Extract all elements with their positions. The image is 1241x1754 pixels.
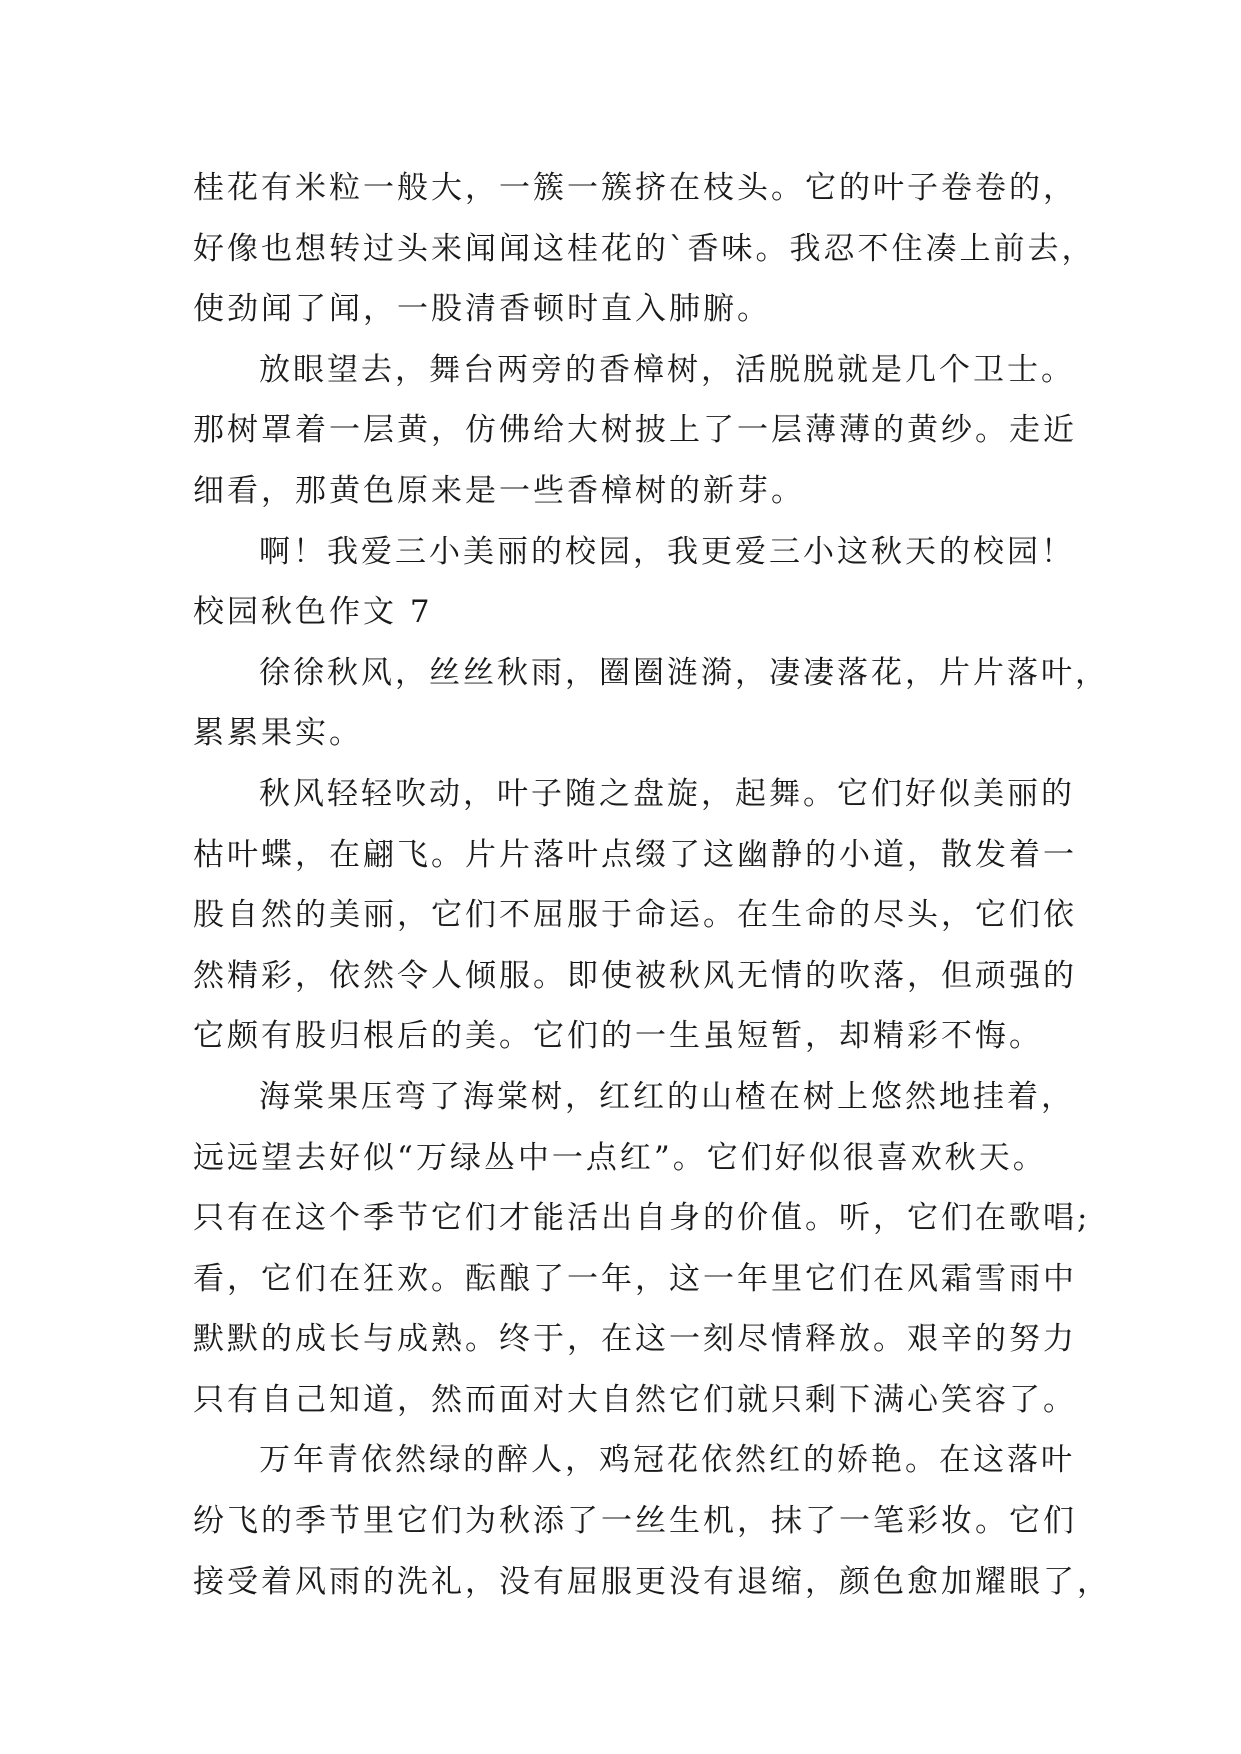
text-line: 啊！我爱三小美丽的校园，我更爱三小这秋天的校园！ xyxy=(259,533,1075,570)
text-line: 使劲闻了闻，一股清香顿时直入肺腑。 xyxy=(193,291,771,328)
text-line: 然精彩，依然令人倾服。即使被秋风无情的吹落，但顽强的 xyxy=(193,957,1077,994)
text-line: 累累果实。 xyxy=(193,715,363,752)
text-line: 徐徐秋风，丝丝秋雨，圈圈涟漪，凄凄落花，片片落叶， xyxy=(259,654,1109,691)
text-line: 看，它们在狂欢。酝酿了一年，这一年里它们在风霜雪雨中 xyxy=(193,1260,1077,1297)
text-line: 接受着风雨的洗礼，没有屈服更没有退缩，颜色愈加耀眼了， xyxy=(193,1563,1111,1600)
section-title: 校园秋色作文 7 xyxy=(193,594,433,631)
text-line: 好像也想转过头来闻闻这桂花的`香味。我忍不住凑上前去， xyxy=(193,230,1096,267)
text-line: 枯叶蝶，在翩飞。片片落叶点缀了这幽静的小道，散发着一 xyxy=(193,836,1077,873)
text-line: 只有自己知道，然而面对大自然它们就只剩下满心笑容了。 xyxy=(193,1381,1077,1418)
text-line: 股自然的美丽，它们不屈服于命运。在生命的尽头，它们依 xyxy=(193,897,1077,934)
text-line: 秋风轻轻吹动，叶子随之盘旋，起舞。它们好似美丽的 xyxy=(259,775,1075,812)
text-line: 放眼望去，舞台两旁的香樟树，活脱脱就是几个卫士。 xyxy=(259,351,1075,388)
text-line: 默默的成长与成熟。终于，在这一刻尽情释放。艰辛的努力 xyxy=(193,1321,1077,1358)
text-line: 它颇有股归根后的美。它们的一生虽短暂，却精彩不悔。 xyxy=(193,1018,1043,1055)
text-line: 海棠果压弯了海棠树，红红的山楂在树上悠然地挂着， xyxy=(259,1078,1075,1115)
text-line: 细看，那黄色原来是一些香樟树的新芽。 xyxy=(193,472,805,509)
text-line: 万年青依然绿的醉人，鸡冠花依然红的娇艳。在这落叶 xyxy=(259,1442,1075,1479)
text-line: 只有在这个季节它们才能活出自身的价值。听，它们在歌唱; xyxy=(193,1200,1091,1237)
text-line: 纷飞的季节里它们为秋添了一丝生机，抹了一笔彩妆。它们 xyxy=(193,1503,1077,1540)
essay-body xyxy=(193,158,1111,1612)
text-line: 远远望去好似“万绿丛中一点红”。它们好似很喜欢秋天。 xyxy=(193,1139,1047,1176)
text-line: 那树罩着一层黄，仿佛给大树披上了一层薄薄的黄纱。走近 xyxy=(193,412,1077,449)
text-line: 桂花有米粒一般大，一簇一簇挤在枝头。它的叶子卷卷的， xyxy=(193,170,1077,206)
